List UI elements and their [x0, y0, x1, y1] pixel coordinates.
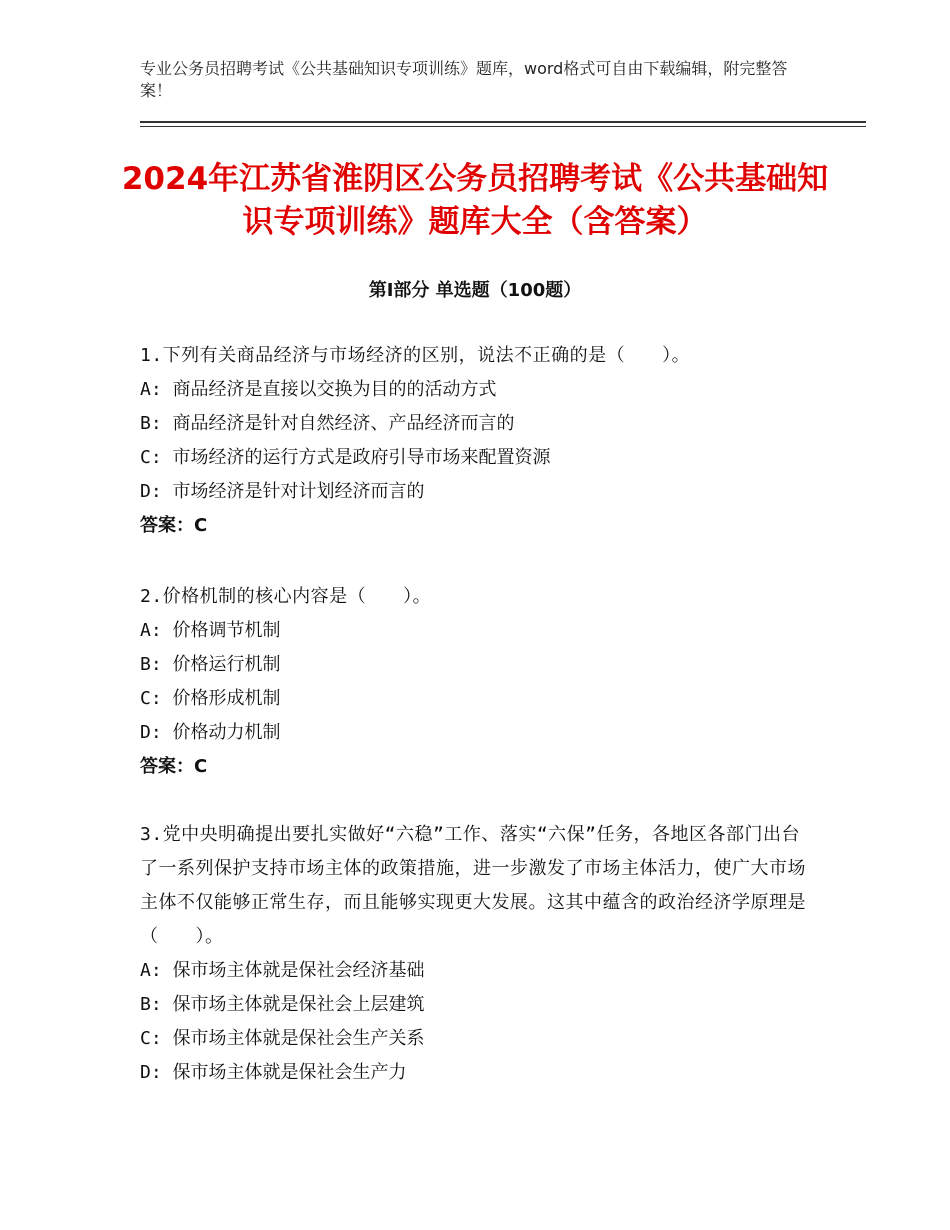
question-3 [140, 818, 810, 1090]
answer-label: 答案：C [140, 515, 208, 536]
question-1 [140, 339, 810, 543]
header-rule-thin [140, 126, 866, 127]
option-a: A: 商品经济是直接以交换为目的的活动方式 [140, 379, 497, 400]
section-heading: 第Ⅰ部分 单选题（100题） [368, 280, 582, 301]
option-d: D: 价格动力机制 [140, 722, 281, 743]
option-c: C: 市场经济的运行方式是政府引导市场来配置资源 [140, 447, 551, 468]
option-a: A: 价格调节机制 [140, 620, 281, 641]
option-d: D: 市场经济是针对计划经济而言的 [140, 481, 425, 502]
question-2 [140, 580, 810, 784]
header-note: 专业公务员招聘考试《公共基础知识专项训练》题库，word格式可自由下载编辑，附完整答案！ [140, 59, 788, 100]
question-stem: 2.价格机制的核心内容是（ ）。 [140, 586, 432, 607]
option-b: B: 商品经济是针对自然经济、产品经济而言的 [140, 413, 515, 434]
answer-label: 答案：C [140, 756, 208, 777]
option-a: A: 保市场主体就是保社会经济基础 [140, 960, 425, 981]
header-rule-thick [140, 121, 866, 123]
option-b: B: 保市场主体就是保社会上层建筑 [140, 994, 425, 1015]
question-stem: 3.党中央明确提出要扎实做好“六稳”工作、落实“六保”任务，各地区各部门出台了一系列保护支持市场主体的政策措施，进一步激发了市场主体活力，使广大市场主体不仅能够正常生存，而且能够实现更大发展。这其中蕴含的政治经济学原理是（ ）。 [140, 824, 806, 947]
option-c: C: 价格形成机制 [140, 688, 281, 709]
question-stem: 1.下列有关商品经济与市场经济的区别，说法不正确的是（ ）。 [140, 345, 691, 366]
option-d: D: 保市场主体就是保社会生产力 [140, 1062, 407, 1083]
document-title: 2024年江苏省淮阴区公务员招聘考试《公共基础知识专项训练》题库大全（含答案） [121, 161, 829, 240]
option-c: C: 保市场主体就是保社会生产关系 [140, 1028, 425, 1049]
option-b: B: 价格运行机制 [140, 654, 281, 675]
